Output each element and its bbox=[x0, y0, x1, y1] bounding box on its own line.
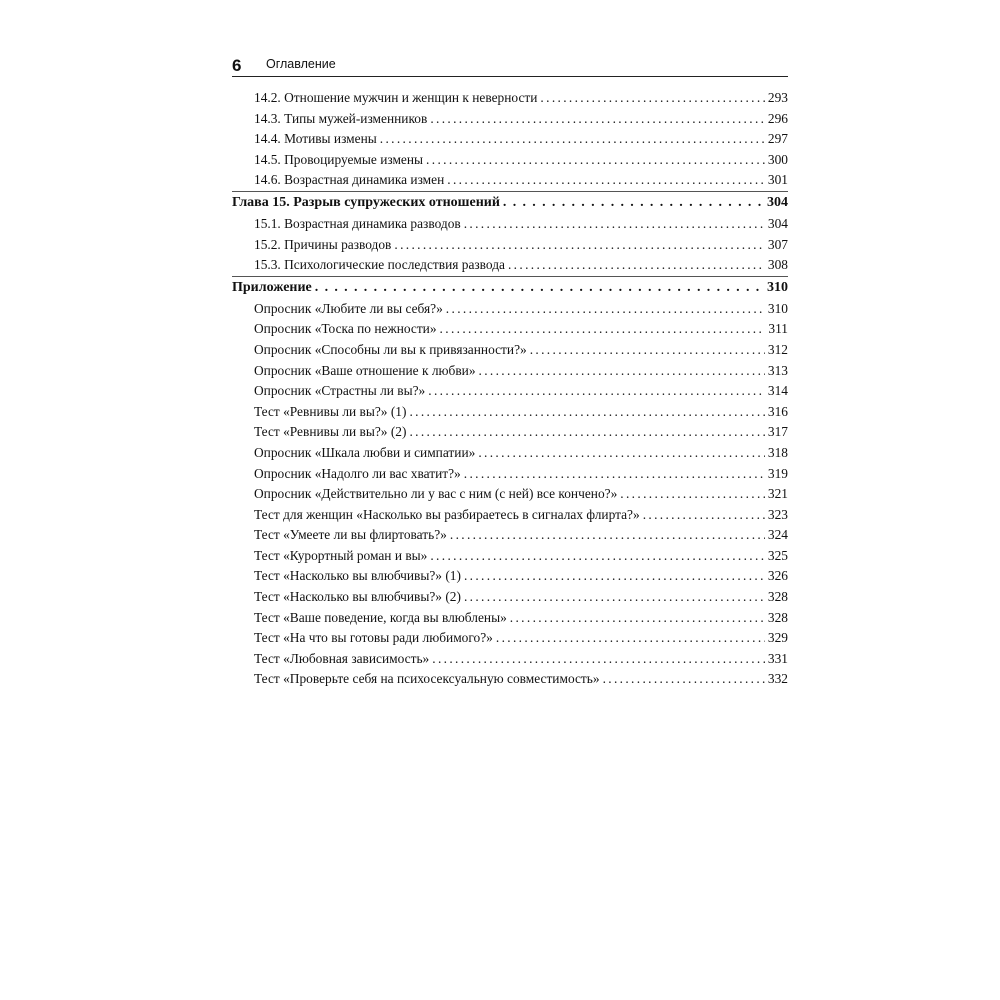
toc-entry bbox=[232, 214, 788, 235]
toc-entry bbox=[232, 525, 788, 546]
dot-leader bbox=[464, 214, 765, 235]
dot-leader bbox=[315, 277, 764, 299]
page-number: 6 bbox=[232, 56, 242, 75]
toc-entry-title: Опросник «Действительно ли у вас с ним (с ней) все кончено?» bbox=[254, 486, 618, 502]
dot-leader bbox=[643, 505, 765, 526]
toc-entry bbox=[232, 150, 788, 171]
toc-entry-page: 293 bbox=[767, 90, 788, 105]
toc-entry-title: 15.2. Причины разводов bbox=[254, 236, 392, 252]
toc-entry bbox=[232, 669, 788, 690]
toc-entry-title: Тест «Проверьте себя на психосексуальную совместимость» bbox=[254, 671, 600, 687]
dot-leader bbox=[380, 129, 765, 150]
dot-leader bbox=[394, 235, 765, 256]
dot-leader bbox=[446, 299, 765, 320]
toc-entry bbox=[232, 88, 788, 109]
toc-entry bbox=[232, 546, 788, 567]
toc-entry-title: 15.3. Психологические последствия развода bbox=[254, 257, 505, 273]
toc-entry-title: 14.4. Мотивы измены bbox=[254, 131, 377, 147]
toc-entry-page: 313 bbox=[767, 362, 788, 378]
toc-entry-page: 331 bbox=[767, 650, 788, 666]
toc-entry-title: Тест «Насколько вы влюбчивы?» (1) bbox=[254, 568, 461, 584]
toc-entry bbox=[232, 319, 788, 340]
toc-entry bbox=[232, 340, 788, 361]
toc-entry bbox=[232, 464, 788, 485]
toc-entry bbox=[232, 587, 788, 608]
dot-leader bbox=[496, 628, 765, 649]
toc-entry-page: 326 bbox=[767, 568, 788, 584]
toc-chapter-entry bbox=[232, 191, 788, 214]
toc-entry-title: Опросник «Тоска по нежности» bbox=[254, 321, 437, 337]
toc-entry-title: Тест «Ревнивы ли вы?» (2) bbox=[254, 424, 407, 440]
toc-entry bbox=[232, 484, 788, 505]
toc-entry-page: 312 bbox=[767, 341, 788, 357]
toc-entry-title: Тест «Ваше поведение, когда вы влюблены» bbox=[254, 609, 507, 625]
toc-entry bbox=[232, 381, 788, 402]
toc-entry-title: Опросник «Ваше отношение к любви» bbox=[254, 362, 476, 378]
toc-entry-title: Глава 15. Разрыв супружеских отношений bbox=[232, 194, 500, 210]
toc-entry-title: Опросник «Надолго ли вас хватит?» bbox=[254, 465, 461, 481]
dot-leader bbox=[503, 192, 764, 214]
toc-entry-page: 324 bbox=[767, 527, 788, 543]
toc-entry bbox=[232, 608, 788, 629]
dot-leader bbox=[430, 546, 765, 567]
dot-leader bbox=[428, 381, 765, 402]
dot-leader bbox=[426, 150, 765, 171]
toc-entry bbox=[232, 566, 788, 587]
dot-leader bbox=[464, 566, 765, 587]
toc-entry bbox=[232, 170, 788, 191]
toc-entry bbox=[232, 109, 788, 130]
toc-entry-title: 14.6. Возрастная динамика измен bbox=[254, 172, 445, 188]
toc-entry-page: 323 bbox=[767, 506, 788, 522]
dot-leader bbox=[464, 464, 765, 485]
toc-entry bbox=[232, 299, 788, 320]
toc-entry bbox=[232, 235, 788, 256]
toc-entry-page: 314 bbox=[767, 383, 788, 399]
toc-entry-title: Опросник «Любите ли вы себя?» bbox=[254, 300, 443, 316]
dot-leader bbox=[603, 669, 765, 690]
dot-leader bbox=[540, 88, 764, 109]
toc-entry-title: Опросник «Страстны ли вы?» bbox=[254, 383, 426, 399]
toc-entry-page: 310 bbox=[767, 300, 788, 316]
toc-entry-page: 296 bbox=[767, 110, 788, 126]
toc-entry bbox=[232, 422, 788, 443]
toc-entry-title: Тест «Ревнивы ли вы?» (1) bbox=[254, 403, 407, 419]
dot-leader bbox=[409, 402, 764, 423]
toc-entry bbox=[232, 361, 788, 382]
dot-leader bbox=[510, 608, 765, 629]
toc-entry-page: 317 bbox=[767, 424, 788, 440]
toc-entry bbox=[232, 443, 788, 464]
dot-leader bbox=[440, 319, 766, 340]
toc-entry-page: 304 bbox=[767, 215, 788, 231]
toc-entry bbox=[232, 255, 788, 276]
toc-entry-page: 308 bbox=[767, 257, 788, 273]
running-header-title: Оглавление bbox=[266, 57, 336, 71]
toc-entry-title: 14.3. Типы мужей-изменников bbox=[254, 110, 428, 126]
toc-entry-page: 316 bbox=[767, 403, 788, 419]
dot-leader bbox=[447, 170, 765, 191]
toc-entry-page: 332 bbox=[767, 671, 788, 687]
dot-leader bbox=[620, 484, 765, 505]
dot-leader bbox=[464, 587, 765, 608]
toc-entry-title: Тест «Любовная зависимость» bbox=[254, 650, 430, 666]
dot-leader bbox=[450, 525, 765, 546]
dot-leader bbox=[479, 361, 765, 382]
toc-entry-page: 319 bbox=[767, 465, 788, 481]
toc-entry-title: 15.1. Возрастная динамика разводов bbox=[254, 215, 461, 231]
toc-entry-page: 329 bbox=[767, 630, 788, 646]
dot-leader bbox=[478, 443, 765, 464]
toc-entry-title: Опросник «Шкала любви и симпатии» bbox=[254, 444, 476, 460]
toc-entry-page: 325 bbox=[767, 547, 788, 563]
toc-entry bbox=[232, 628, 788, 649]
toc-entry-page: 321 bbox=[767, 486, 788, 502]
toc-entry-page: 310 bbox=[767, 279, 788, 295]
table-of-contents bbox=[232, 88, 788, 690]
dot-leader bbox=[508, 255, 765, 276]
toc-entry bbox=[232, 402, 788, 423]
toc-entry-title: Тест «Курортный роман и вы» bbox=[254, 547, 428, 563]
toc-entry-page: 297 bbox=[767, 131, 788, 147]
toc-entry-page: 301 bbox=[767, 172, 788, 188]
dot-leader bbox=[409, 422, 764, 443]
toc-entry-page: 304 bbox=[767, 194, 788, 210]
toc-entry-title: 14.5. Провоцируемые измены bbox=[254, 151, 424, 167]
toc-entry bbox=[232, 129, 788, 150]
running-header bbox=[232, 56, 788, 77]
toc-chapter-entry bbox=[232, 276, 788, 299]
toc-entry-page: 300 bbox=[767, 151, 788, 167]
toc-entry bbox=[232, 505, 788, 526]
toc-entry-title: Опросник «Способны ли вы к привязанности?» bbox=[254, 341, 527, 357]
toc-entry-title: 14.2. Отношение мужчин и женщин к неверности bbox=[254, 90, 538, 105]
toc-entry-title: Тест «Умеете ли вы флиртовать?» bbox=[254, 527, 447, 543]
toc-entry-page: 328 bbox=[767, 589, 788, 605]
toc-entry-page: 311 bbox=[768, 321, 788, 337]
toc-entry-title: Тест для женщин «Насколько вы разбираетесь в сигналах флирта?» bbox=[254, 506, 640, 522]
toc-entry bbox=[232, 649, 788, 670]
dot-leader bbox=[530, 340, 765, 361]
toc-entry-title: Тест «На что вы готовы ради любимого?» bbox=[254, 630, 493, 646]
dot-leader bbox=[432, 649, 765, 670]
toc-entry-title: Приложение bbox=[232, 279, 312, 295]
toc-entry-title: Тест «Насколько вы влюбчивы?» (2) bbox=[254, 589, 461, 605]
toc-entry-page: 307 bbox=[767, 236, 788, 252]
toc-entry-page: 328 bbox=[767, 609, 788, 625]
dot-leader bbox=[430, 109, 765, 130]
toc-entry-page: 318 bbox=[767, 444, 788, 460]
